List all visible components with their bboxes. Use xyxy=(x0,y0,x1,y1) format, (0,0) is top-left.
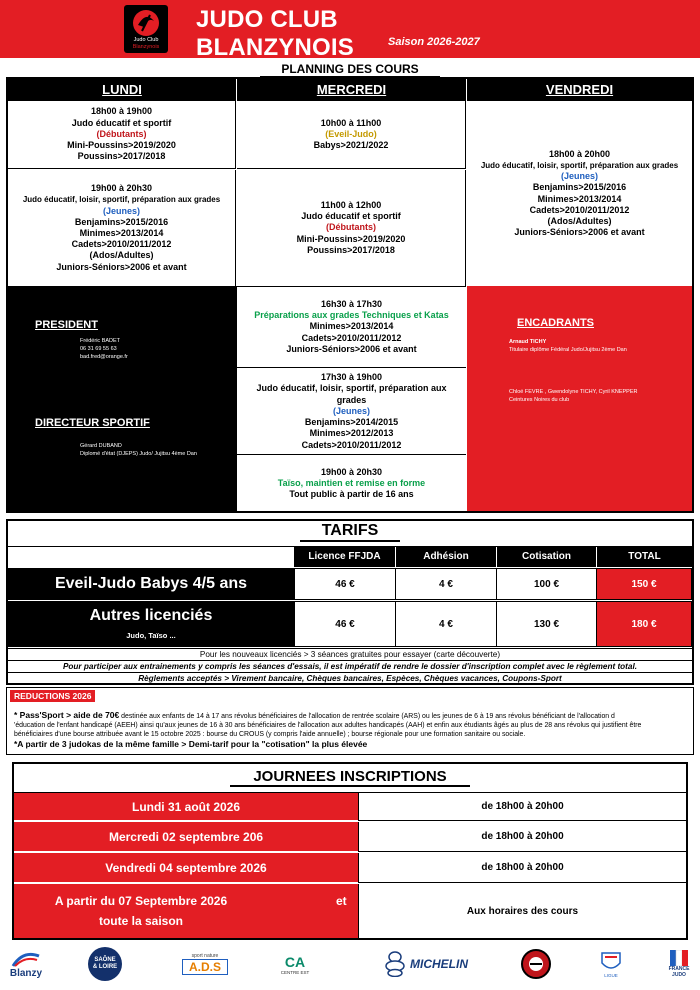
directeur-details xyxy=(80,442,197,458)
michelin-man-icon xyxy=(380,951,410,977)
tarif-header-licence: Licence FFJDA xyxy=(294,547,395,567)
encadrant1-name: Arnaud TICHY xyxy=(509,339,547,345)
day-header-lundi: LUNDI xyxy=(8,79,236,101)
sponsor-michelin-text: MICHELIN xyxy=(410,957,468,971)
day-header-mercredi: MERCREDI xyxy=(237,79,466,101)
course-group: Poussins>2017/2018 xyxy=(77,151,166,162)
sponsor-ca-text: CA xyxy=(284,953,306,970)
course-time: 18h00 à 20h00 xyxy=(548,148,611,159)
sponsor-michelin-logo xyxy=(356,944,492,984)
course-time: 19h00 à 20h30 xyxy=(320,466,383,477)
course-group: Benjamins>2014/2015 xyxy=(304,417,399,428)
tarif-header-adhesion: Adhésion xyxy=(396,547,496,567)
mercredi-course-1 xyxy=(237,101,466,169)
sponsor-saone-line1: SAÔNE xyxy=(94,957,116,963)
course-level: (Jeunes) xyxy=(332,405,370,416)
sponsor-seal-icon xyxy=(520,948,552,980)
tarif-row-label: Eveil-Judo Babys 4/5 ans xyxy=(8,568,294,600)
reduction-line-4: *A partir de 3 judokas de la même famille > Demi-tarif pour la "cotisation" la plus élevée xyxy=(14,739,368,749)
course-group: Cadets>2010/2011/2012 xyxy=(529,204,630,215)
tarif-note-2: Pour participer aux entrainements y compris les séances d'essais, il est impératif de rendre le dossier d'inscription complet avec le règlement total. xyxy=(8,660,692,672)
tarif-total-cell: 150 € xyxy=(596,568,692,600)
sponsor-ligue-text: LIGUE xyxy=(604,972,618,978)
course-level: (Eveil-Judo) xyxy=(325,128,377,139)
inscription-hours: de 18h00 à 20h00 xyxy=(358,822,686,852)
directeur-title: DIRECTEUR SPORTIF xyxy=(35,417,150,429)
tarif-header-total: TOTAL xyxy=(597,547,692,567)
president-details xyxy=(80,337,128,361)
ffjda-flag-icon xyxy=(670,950,688,966)
passsport-label: * Pass'Sport > aide de 70€ xyxy=(14,710,120,720)
course-group: Cadets>2010/2011/2012 xyxy=(301,439,402,450)
tarif-row-sub: Judo, Taïso ... xyxy=(126,631,176,640)
sponsor-ads-top: sport nature xyxy=(191,953,219,959)
encadrant2-name: Chloé FEVRE , Gwendolyne TICHY, Cyril KNEPPER xyxy=(509,389,638,395)
sponsor-france-text: FRANCE xyxy=(668,966,690,972)
course-group: Poussins>2017/2018 xyxy=(307,244,395,255)
logo-text xyxy=(124,37,168,51)
inscription-date-line2: toute la saison xyxy=(98,914,184,928)
course-desc: Judo éducatif et sportif xyxy=(71,117,172,128)
vendredi-course-1 xyxy=(467,101,692,286)
directeur-desc: Diplomé d'état (DJEPS) Judo/ Jujitsu 4ème Dan xyxy=(80,451,197,457)
inscription-date-et: et xyxy=(336,894,347,908)
president-phone: 06 31 69 55 63 xyxy=(80,346,117,352)
tarif-row-label-box xyxy=(8,601,294,647)
sponsor-ca-sub: CENTRE EST xyxy=(280,969,310,975)
course-group: (Ados/Adultes) xyxy=(89,250,154,261)
tarif-cell: 130 € xyxy=(496,601,597,647)
sponsor-ffjda-logo xyxy=(664,944,694,984)
sponsor-round-logo xyxy=(518,944,554,984)
course-group: Minimes>2012/2013 xyxy=(309,428,394,439)
course-group: Minimes>2013/2014 xyxy=(309,321,394,332)
course-group: Juniors-Séniors>2006 et avant xyxy=(286,343,417,354)
tarif-note-3: Règlements acceptés > Virement bancaire, Chèques bancaires, Espèces, Chèques vacances, Coupons-Sport xyxy=(8,672,692,684)
course-level: (Jeunes) xyxy=(560,171,598,182)
sponsor-saone-logo xyxy=(86,944,124,984)
inscription-hours: de 18h00 à 20h00 xyxy=(358,793,686,821)
season-label: Saison 2026-2027 xyxy=(388,36,480,48)
course-group: Benjamins>2015/2016 xyxy=(532,182,627,193)
tarif-row-label: Autres licenciés xyxy=(89,607,213,624)
day-header-vendredi: VENDREDI xyxy=(467,79,692,101)
mercredi-course-5 xyxy=(237,456,466,511)
course-group: Cadets>2010/2011/2012 xyxy=(71,239,172,250)
club-title: JUDO CLUB BLANZYNOIS xyxy=(196,6,354,61)
course-group: Benjamins>2015/2016 xyxy=(74,216,169,227)
course-desc: Judo éducatif, loisir, sportif, préparation aux grades xyxy=(256,383,447,405)
course-time: 16h30 à 17h30 xyxy=(320,298,383,309)
encadrant1-desc: Titulaire diplôme Fédéral Judo/Jujitsu 2ème Dan xyxy=(509,347,627,353)
logo-line1: Judo Club xyxy=(133,37,159,43)
course-time: 18h00 à 19h00 xyxy=(90,106,153,117)
inscription-hours: Aux horaires des cours xyxy=(358,884,686,938)
president-name: Frédéric BADET xyxy=(80,338,121,344)
staff-panel-left xyxy=(8,286,237,511)
course-desc: Judo éducatif et sportif xyxy=(301,211,401,222)
reductions-badge: REDUCTIONS 2026 xyxy=(10,690,95,702)
club-logo xyxy=(124,5,168,53)
course-time: 10h00 à 11h00 xyxy=(320,117,382,128)
reduction-line-2: 'éducation de l'enfant handicapé (AEEH) ainsi qu'aux jeunes de 16 à 30 ans bénéficiaires de l'allocation aux adultes handicapés (AAH) et enfin aux étudiants âgés au plus de 28 ans révolus qui justifient être xyxy=(14,722,642,729)
inscription-hours: de 18h00 à 20h00 xyxy=(358,853,686,883)
course-group: Mini-Poussins>2019/2020 xyxy=(296,233,406,244)
tarif-cell: 46 € xyxy=(294,601,396,647)
inscription-date: Vendredi 04 septembre 2026 xyxy=(14,853,358,883)
logo-line2: Blanzynois xyxy=(132,44,160,50)
sponsor-ca-logo xyxy=(280,944,310,984)
sponsor-ads-logo xyxy=(170,944,240,984)
course-group: Mini-Poussins>2019/2020 xyxy=(67,140,176,151)
course-level: Taïso, maintien et remise en forme xyxy=(277,477,426,488)
sponsor-saone-line2: & LOIRE xyxy=(92,964,118,970)
course-desc: Judo éducatif, loisir, sportif, préparation aux grades xyxy=(22,195,221,205)
course-group: Minimes>2013/2014 xyxy=(537,193,622,204)
tarif-cell: 46 € xyxy=(294,568,396,600)
journees-title: JOURNEES INSCRIPTIONS xyxy=(230,768,470,787)
course-level: (Débutants) xyxy=(96,128,147,139)
tarif-header-cotisation: Cotisation xyxy=(497,547,596,567)
tarif-total-cell: 180 € xyxy=(596,601,692,647)
sponsor-ligue-logo xyxy=(596,944,626,984)
sponsor-ads-text: A.D.S xyxy=(182,959,228,975)
tarif-cell: 100 € xyxy=(496,568,597,600)
tarif-note-1: Pour les nouveaux licenciés > 3 séances gratuites pour essayer (carte découverte) xyxy=(8,648,692,660)
passsport-desc: destinée aux enfants de 14 à 17 ans révolus bénéficiaires de l'allocation de rentrée scolaire (ARS) ou les jeunes de 6 à 19 ans révolus bénéficiant de l'allocation d xyxy=(119,713,615,720)
course-group: Babys>2021/2022 xyxy=(313,140,389,151)
encadrant2-details xyxy=(509,388,637,404)
staff-panel-right xyxy=(467,286,692,511)
president-email: bad.fred@orange.fr xyxy=(80,354,128,360)
encadrant2-desc: Ceintures Noires du club xyxy=(509,397,570,403)
inscription-date-line1: A partir du 07 Septembre 2026 xyxy=(54,894,228,908)
encadrants-title: ENCADRANTS xyxy=(517,317,594,329)
tarif-cell: 4 € xyxy=(395,601,497,647)
sponsor-blanzy-text: Blanzy xyxy=(9,967,43,979)
inscription-date: Lundi 31 août 2026 xyxy=(14,793,358,821)
course-group: Juniors-Séniors>2006 et avant xyxy=(56,261,187,272)
reduction-line-1 xyxy=(14,711,690,721)
mercredi-course-2 xyxy=(237,170,466,286)
tarifs-title: TARIFS xyxy=(300,522,400,542)
course-group: Tout public à partir de 16 ans xyxy=(289,489,414,500)
course-time: 17h30 à 19h00 xyxy=(320,372,383,383)
inscription-date-season xyxy=(14,884,358,938)
course-group: Minimes>2013/2014 xyxy=(79,228,164,238)
lundi-course-1 xyxy=(8,101,236,169)
reduction-line-3: bénéficiaires d'une bourse attribuée avant le 15 octobre 2025 : bourse du CROUS (y compris l'aide annuelle) ; bourse régionale pour une formation sanitaire ou sociale. xyxy=(14,731,526,738)
tarif-cell: 4 € xyxy=(395,568,497,600)
encadrant1-details xyxy=(509,338,627,354)
sponsor-blanzy-logo xyxy=(4,944,48,984)
course-level: (Jeunes) xyxy=(102,205,140,216)
ligue-shield-icon xyxy=(600,951,622,973)
course-time: 19h00 à 20h30 xyxy=(90,183,153,194)
course-desc: Judo éducatif, loisir, sportif, préparation aux grades xyxy=(480,160,679,170)
mercredi-course-3 xyxy=(237,286,466,368)
inscription-date: Mercredi 02 septembre 206 xyxy=(14,822,358,852)
course-level: (Débutants) xyxy=(326,222,376,233)
course-group: (Ados/Adultes) xyxy=(547,215,612,226)
blanzy-swoosh-icon xyxy=(11,950,41,968)
sponsor-judo-text: JUDO xyxy=(672,972,686,978)
course-group: Cadets>2010/2011/2012 xyxy=(301,332,402,343)
president-title: PRESIDENT xyxy=(35,319,98,331)
mercredi-course-4 xyxy=(237,369,466,455)
planning-title: PLANNING DES COURS xyxy=(260,62,440,77)
course-level: Préparations aux grades Techniques et Katas xyxy=(254,310,449,321)
directeur-name: Gérard DUBAND xyxy=(80,443,122,449)
course-group: Juniors-Séniors>2006 et avant xyxy=(514,227,645,238)
lundi-course-2 xyxy=(8,170,236,286)
course-time: 11h00 à 12h00 xyxy=(320,199,382,210)
